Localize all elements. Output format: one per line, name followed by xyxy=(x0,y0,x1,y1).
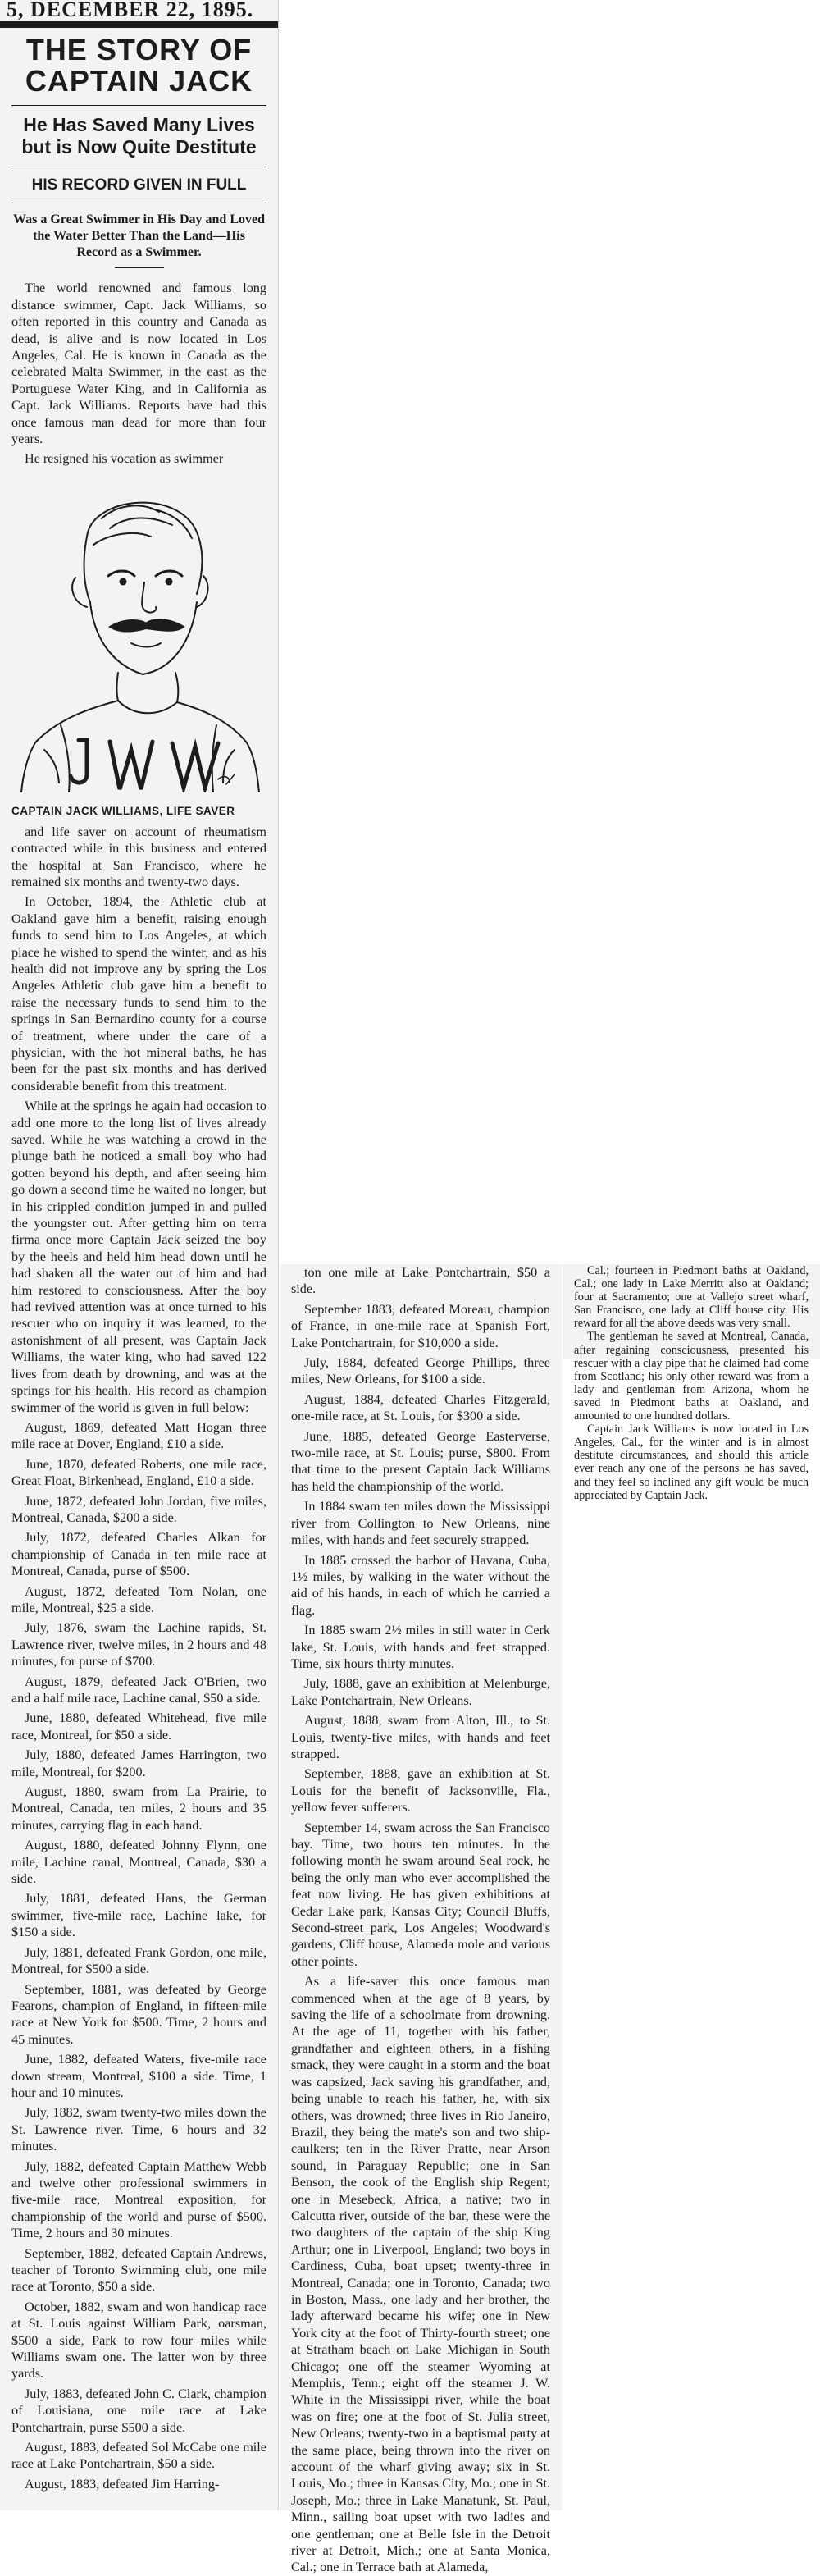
article-deck-2: HIS RECORD GIVEN IN FULL xyxy=(31,176,247,194)
paragraph: July, 1880, defeated James Harrington, two mile, Montreal, for $200. xyxy=(11,1747,266,1779)
paragraph: August, 1883, defeated Jim Harring- xyxy=(25,2476,220,2492)
paragraph: September, 1881, was defeated by George Fearons, champion of England, in fifteen-mile race at New York for $500. Time, 2 hours and 45 minutes. xyxy=(11,1981,266,2047)
article-column-2 xyxy=(280,1264,562,2575)
paragraph: September 14, swam across the San Francisco bay. Time, two hours ten minutes. In the following month he swam around Seal rock, he being the only man who ever accomplished the feat now living. He has given exhibitions at Cedar Lake park, Kansas City; Council Bluffs, Second-street park, Los Angeles; Woodward's gardens, Cliff house, Alameda mole and various other points. xyxy=(291,1820,550,1969)
article-column-3 xyxy=(563,1264,820,1502)
paragraph: The world renowned and famous long distance swimmer, Capt. Jack Williams, so often reported in this country and Canada as dead, is alive and is now located in Los Angeles, Cal. He is known in Canada as the celebrated Malta Swimmer, in the east as the Portuguese Water King, and in California as Capt. Jack Williams. Reports have had this once famous man dead for more than four years. xyxy=(11,281,266,447)
paragraph: June, 1880, defeated Whitehead, five mile race, Montreal, for $50 a side. xyxy=(11,1710,266,1742)
page-dateline: 5, DECEMBER 22, 1895. xyxy=(7,0,254,21)
paragraph: August, 1884, defeated Charles Fitzgerald, one-mile race, at St. Louis, for $300 a side. xyxy=(291,1391,550,1424)
paragraph: August, 1880, defeated Johnny Flynn, one mile, Lachine canal, Montreal, Canada, $30 a side. xyxy=(11,1838,266,1887)
paragraph: He resigned his vocation as swimmer xyxy=(25,451,224,467)
article-column-1 xyxy=(0,0,279,2510)
paragraph: June, 1885, defeated George Easterverse, two-mile race, at St. Louis; purse, $800. From that time to the present Captain Jack Williams has held the championship of the world. xyxy=(291,1428,550,1494)
paragraph: August, 1888, swam from Alton, Ill., to St. Louis, twenty-five miles, with hands and feet strapped. xyxy=(291,1713,550,1761)
masthead-rule xyxy=(0,21,278,28)
paragraph: While at the springs he again had occasion to add one more to the long list of lives already saved. While he was watching a crowd in the plunge bath he noticed a small boy who had gotten beyond his depth, and after seeing him go down a second time he waited no longer, but in his crippled condition jumped in and pulled the youngster out. After getting him on terra firma once more Captain Jack seized the boy by the heels and held him head down until he had shaken all the water out of him and had him restored to consciousness. After the boy had revived attention was at once turned to his rescuer who on inquiry it was learned, to the astonishment of all present, was Captain Jack Williams, the water king, who had saved 122 lives from death by drowning, and was at the springs for his health. His record as champion swimmer of the world is given in full below: xyxy=(11,1098,266,1415)
portrait-illustration xyxy=(11,479,267,792)
paragraph: June, 1882, defeated Waters, five-mile race down stream, Montreal, $100 a side. Time, 1 hour and 10 minutes. xyxy=(11,2052,266,2100)
paragraph: August, 1872, defeated Tom Nolan, one mile, Montreal, $25 a side. xyxy=(11,1583,266,1615)
paragraph: October, 1882, swam and won handicap race at St. Louis against William Park, oarsman, $500 a side, Park to row four miles while Williams swam one. The latter won by three yards. xyxy=(11,2299,266,2382)
paragraph: Captain Jack Williams is now located in Los Angeles, Cal., for the winter and is in almost destitute circumstances, and should this article ever reach any one of the persons he has saved, and they feel so inclined any gift would be much appreciated by Captain Jack. xyxy=(574,1423,809,1502)
paragraph: August, 1883, defeated Sol McCabe one mile race at Lake Pontchartrain, $50 a side. xyxy=(11,2440,266,2472)
paragraph: June, 1872, defeated John Jordan, five miles, Montreal, Canada, $200 a side. xyxy=(11,1493,266,1525)
article-deck-3: Was a Great Swimmer in His Day and Loved the Water Better Than the Land—His Record as a Swimmer. xyxy=(13,212,265,260)
paragraph: As a life-saver this once famous man commenced when at the age of 8 years, by saving the life of a schoolmate from drowning. At the age of 11, together with his father, grandfather and eighteen others, in a fishing smack, they were caught in a storm and the boat was capsized, Jack saving his grandfather, and, being unable to reach his father, he, with six others, was drowned; three lives in Rio Janeiro, Brazil, they being the mate's son and two ship-caulkers; ten in the River Pratte, near Arson sound, in Paraguay Republic; one in San Benson, the cook of the English ship Regent; one in Mesebeck, Africa, a native; two in Calcutta river, outside of the bar, these were the two daughters of the captain of the ship King Arthur; one in Liverpool, England; two boys in Cardiness, Cuba, boat upset; twenty-three in Montreal, Canada; one in Toronto, Canada; two in Boston, Mass., one lady and her brother, the lady afterward became his wife; one in New York city at the foot of Thirty-fourth street; one at Stratham beach on Lake Michigan in South Chicago; one off the steamer Wyoming at Memphis, Tenn.; eight off the steamer J. W. White in the Mississippi river, while the boat was on fire; one at the foot of St. Julia street, New Orleans; twenty-two in a baptismal party at the same place, being thrown into the river on account of the wharf giving away; six in St. Louis, Mo.; three in Kansas City, Mo.; one in St. Joseph, Mo.; three in Lake Manatunk, St. Paul, Minn., sailing boat upset with two ladies and one gentleman; one at Belle Isle in the Detroit river at Detroit, Mich.; one at Santa Monica, Cal.; one in Terrace bath at Alameda, xyxy=(291,1974,550,2575)
paragraph: July, 1881, defeated Frank Gordon, one mile, Montreal, for $500 a side. xyxy=(11,1944,266,1977)
column1-intro xyxy=(11,280,266,467)
paragraph: July, 1882, defeated Captain Matthew Webb and twelve other professional swimmers in five-mile race, Montreal exposition, for championship of the world and purse of $500. Time, 2 hours and 30 minutes. xyxy=(11,2158,266,2241)
paragraph: July, 1883, defeated John C. Clark, champion of Louisiana, one mile race at Lake Pontchartrain, purse $500 a side. xyxy=(11,2386,266,2435)
divider xyxy=(11,105,266,106)
paragraph: July, 1882, swam twenty-two miles down the St. Lawrence river. Time, 6 hours and 32 minutes. xyxy=(11,2105,266,2154)
paragraph: August, 1869, defeated Matt Hogan three mile race at Dover, England, £10 a side. xyxy=(11,1419,266,1452)
paragraph: Cal.; fourteen in Piedmont baths at Oakland, Cal.; one lady in Lake Merritt also at Oakland; four at Sacramento; one at Vallejo street wharf, San Francisco, one lady at Cliff house city. His reward for all the above deeds was very small. xyxy=(574,1264,809,1331)
paragraph: In October, 1894, the Athletic club at Oakland gave him a benefit, raising enough funds to send him to Los Angeles, at which place he wished to spend the winter, and as his health did not improve any by spring the Los Angeles Athletic club gave him a benefit to raise the necessary funds to send him to the springs in San Bernardino county for a course of treatment, where under the care of a physician, with the hot mineral baths, he has been for the past six months and has derived considerable benefit from this treatment. xyxy=(11,894,266,1094)
paragraph: July, 1876, swam the Lachine rapids, St. Lawrence river, twelve miles, in 2 hours and 48 minutes, for purse of $700. xyxy=(11,1620,266,1669)
portrait-caption: CAPTAIN JACK WILLIAMS, LIFE SAVER xyxy=(11,805,235,818)
paragraph: September 1883, defeated Moreau, champion of France, in one-mile race at Spanish Fort, Lake Pontchartrain, for $10,000 a side. xyxy=(291,1301,550,1350)
paragraph: In 1884 swam ten miles down the Mississippi river from Collington to New Orleans, nine miles, with hands and feet securely strapped. xyxy=(291,1499,550,1548)
paragraph: July, 1881, defeated Hans, the German swimmer, five-mile race, Lachine lake, for $150 a side. xyxy=(11,1891,266,1940)
paragraph: June, 1870, defeated Roberts, one mile race, Great Float, Birkenhead, England, £10 a side. xyxy=(11,1456,266,1489)
paragraph: and life saver on account of rheumatism contracted while in this business and entered the hospital at San Francisco, where he remained six months and twenty-two days. xyxy=(11,824,266,889)
paragraph: August, 1880, swam from La Prairie, to Montreal, Canada, ten miles, 2 hours and 35 minutes, carrying flag in each hand. xyxy=(11,1784,266,1833)
column1-body xyxy=(11,824,266,2493)
article-headline: THE STORY OF CAPTAIN JACK xyxy=(25,33,253,98)
paragraph: July, 1884, defeated George Phillips, three miles, New Orleans, for $100 a side. xyxy=(291,1355,550,1387)
paragraph: July, 1872, defeated Charles Alkan for championship of Canada in ten mile race at Montreal, Canada, purse of $500. xyxy=(11,1530,266,1579)
paragraph: The gentleman he saved at Montreal, Canada, after regaining consciousness, presented his rescuer with a clay pipe that he claimed had come from Scotland; his only other reward was from a lady and gentleman from Arizona, whom he saved in Piedmont baths at Oakland, and amounted to one hundred dollars. xyxy=(574,1330,809,1423)
article-deck-1: He Has Saved Many Lives but is Now Quite Destitute xyxy=(21,114,257,158)
paragraph: ton one mile at Lake Pontchartrain, $50 a side. xyxy=(291,1265,550,1297)
paragraph: In 1885 swam 2½ miles in still water in Cerk lake, St. Louis, with hands and feet strapped. Time, six hours thirty minutes. xyxy=(291,1623,550,1671)
paragraph: September, 1888, gave an exhibition at St. Louis for the benefit of Jacksonville, Fla., yellow fever sufferers. xyxy=(291,1766,550,1816)
paragraph: July, 1888, gave an exhibition at Melenburge, Lake Pontchartrain, New Orleans. xyxy=(291,1676,550,1708)
paragraph: August, 1879, defeated Jack O'Brien, two and a half mile race, Lachine canal, $50 a side. xyxy=(11,1674,266,1706)
paragraph: September, 1882, defeated Captain Andrews, teacher of Toronto Swimming club, one mile race at Toronto, $50 a side. xyxy=(11,2245,266,2295)
paragraph: In 1885 crossed the harbor of Havana, Cuba, 1½ miles, by walking in the water without the aid of his hands, in each of which he carried a flag. xyxy=(291,1552,550,1618)
